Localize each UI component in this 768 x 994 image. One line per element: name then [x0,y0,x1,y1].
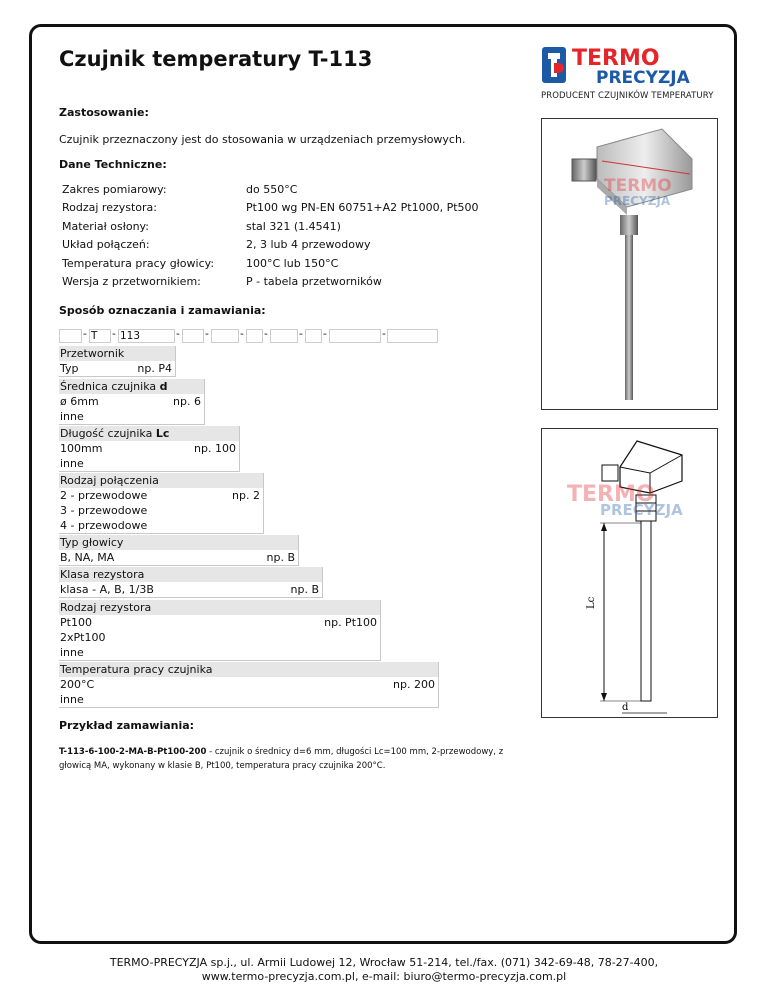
block-row: klasa - A, B, 1/3B [60,583,154,596]
code-dash: - [83,328,87,340]
order-block-klasa [59,567,323,598]
block-title: Rodzaj rezystora [59,600,380,615]
tech-table [59,180,482,291]
code-cell-4 [270,329,298,343]
block-example: np. Pt100 [324,616,377,629]
tech-heading: Dane Techniczne: [59,158,167,171]
technical-drawing [541,428,718,718]
tech-key: Materiał osłony: [62,219,149,233]
logo-subtitle: PRODUCENT CZUJNIKÓW TEMPERATURY [541,91,714,101]
product-photo [541,118,718,410]
example-text [59,745,529,773]
block-row: inne [60,693,84,706]
code-dash: - [382,328,386,340]
block-example: np. 2 [232,489,260,502]
code-dash: - [264,328,268,340]
code-cell-6 [329,329,381,343]
block-example: np. 200 [393,678,435,691]
block-title: Typ głowicy [59,535,298,550]
tech-key: Wersja z przetwornikiem: [62,275,201,289]
block-row: 4 - przewodowe [60,519,148,532]
tech-value: do 550°C [246,182,298,196]
dimension-lc: Lc [586,596,597,609]
block-title: Klasa rezystora [59,567,322,582]
code-cell-2 [211,329,239,343]
block-row: inne [60,646,84,659]
tech-row [59,180,482,199]
code-dash: - [176,328,180,340]
order-block-rezystor [59,600,381,661]
tech-value: 2, 3 lub 4 przewodowy [246,238,371,252]
code-dash: - [240,328,244,340]
tech-value: 100°C lub 150°C [246,256,339,270]
code-cell-5 [305,329,322,343]
code-cell-1 [182,329,204,343]
logo-watermark: PRECYZJA [604,194,671,208]
order-block-polaczenie [59,473,264,534]
tech-row [59,273,482,292]
tech-key: Układ połączeń: [62,238,150,252]
block-row: 3 - przewodowe [60,504,148,517]
footer [0,956,768,984]
order-block-dlugosc [59,426,240,472]
block-example: np. B [290,583,319,596]
dimension-d: d [622,702,629,713]
block-row: 2 - przewodowe [60,489,148,502]
block-row: ø 6mm [60,395,99,408]
order-heading: Sposób oznaczania i zamawiania: [59,304,266,317]
logo-watermark: TERMO [567,482,655,507]
logo-watermark: TERMO [604,176,672,196]
code-dash: - [112,328,116,340]
example-code: T-113-6-100-2-MA-B-Pt100-200 [59,747,207,757]
block-example: np. P4 [137,362,172,375]
block-title: Długość czujnika Lc [59,426,239,441]
tech-row [59,217,482,236]
block-row: inne [60,457,84,470]
application-text: Czujnik przeznaczony jest do stosowania w urządzeniach przemysłowych. [59,133,466,146]
block-title: Przetwornik [59,346,175,361]
logo-line2: PRECYZJA [596,68,690,88]
tech-row [59,254,482,273]
tech-row [59,199,482,218]
tech-value: Pt100 wg PN-EN 60751+A2 Pt1000, Pt500 [246,201,479,215]
block-row: B, NA, MA [60,551,115,564]
application-heading: Zastosowanie: [59,106,149,119]
order-block-temperatura [59,662,439,708]
block-row: Pt100 [60,616,92,629]
block-row: 2xPt100 [60,631,106,644]
tech-key: Rodzaj rezystora: [62,201,158,215]
code-dash: - [299,328,303,340]
tech-key: Temperatura pracy głowicy: [62,256,215,270]
block-row: inne [60,410,84,423]
block-row: Typ [60,362,79,375]
tech-value: stal 321 (1.4541) [246,219,341,233]
footer-line2: www.termo-precyzja.com.pl, e-mail: biuro@termo-precyzja.com.pl [201,970,567,983]
block-row: 100mm [60,442,103,455]
block-row: 200°C [60,678,95,691]
logo-watermark: PRECYZJA [600,501,683,519]
tech-key: Zakres pomiarowy: [62,182,167,196]
code-dash: - [205,328,209,340]
code-cell-prefix [59,329,82,343]
code-cell-7 [387,329,438,343]
code-cell-t: T [89,329,111,343]
code-cell-3 [246,329,263,343]
block-example: np. 6 [173,395,201,408]
tech-row [59,236,482,255]
order-block-glowica [59,535,299,566]
block-title: Rodzaj połączenia [59,473,263,488]
logo-line1: TERMO [572,46,660,71]
block-title: Temperatura pracy czujnika [59,662,438,677]
tech-value: P - tabela przetworników [246,275,382,289]
page-title: Czujnik temperatury T-113 [59,47,373,71]
block-title: Średnica czujnika d [59,379,204,394]
block-example: np. B [266,551,295,564]
code-dash: - [323,328,327,340]
footer-line1: TERMO-PRECYZJA sp.j., ul. Armii Ludowej 12, Wrocław 51-214, tel./fax. (071) 342-69-48, 78-27-400, [109,956,659,969]
example-description: - czujnik o średnicy d=6 mm, długości Lc=100 mm, 2-przewodowy, z głowicą MA, wykonany w klasie B, Pt100, temperatura pracy czujnika 200°C. [59,747,504,771]
order-block-srednica [59,379,205,425]
block-example: np. 100 [194,442,236,455]
example-heading: Przykład zamawiania: [59,719,195,732]
order-block-przetwornik [59,346,176,377]
code-cell-113: 113 [118,329,175,343]
